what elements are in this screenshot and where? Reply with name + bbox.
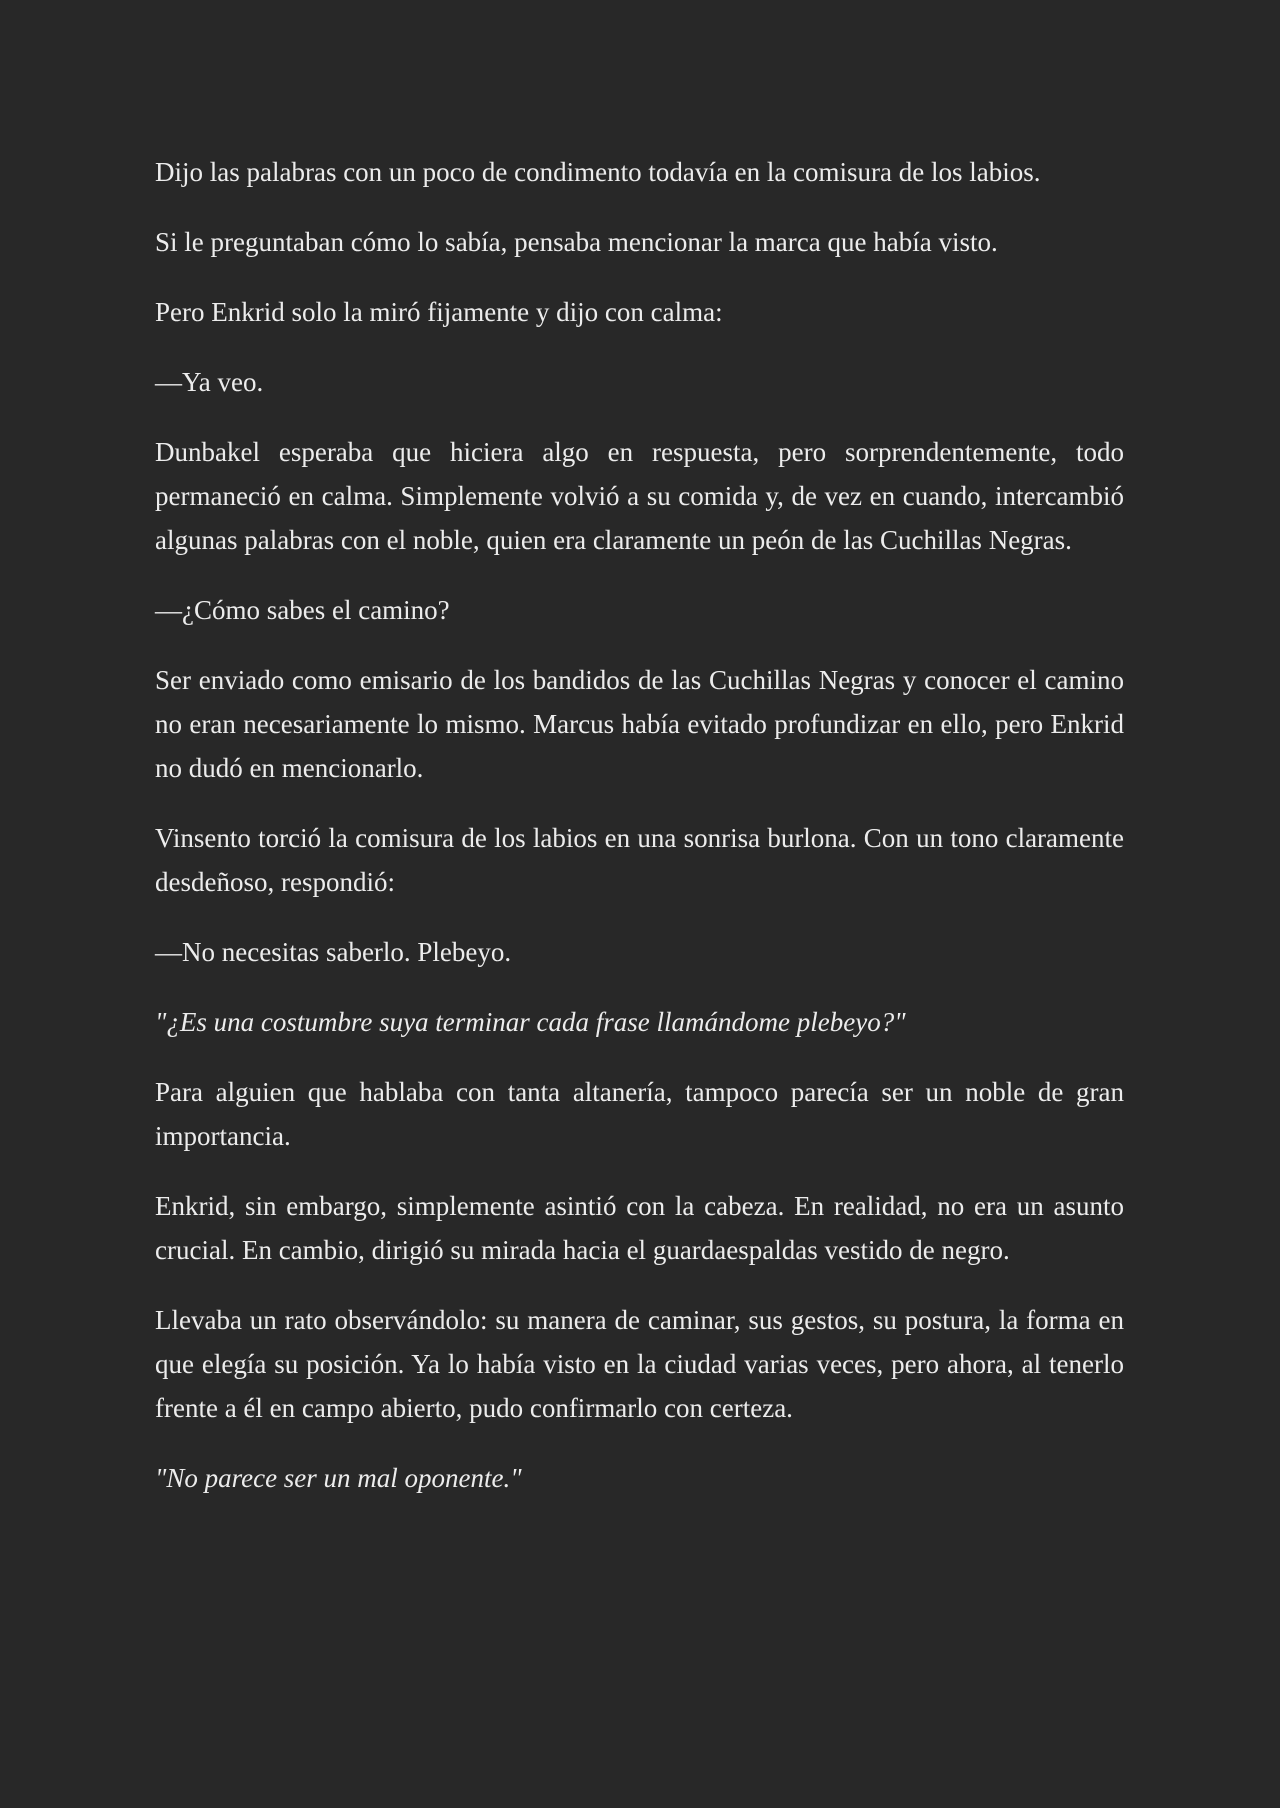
paragraph: Llevaba un rato observándolo: su manera de caminar, sus gestos, su postura, la forma en que elegía su posición. Ya lo había visto en la ciudad varias veces, pero ahora, al tenerlo frente a él en campo abierto, pudo confirmarlo con certeza. [155, 1305, 1124, 1423]
paragraph: Para alguien que hablaba con tanta altanería, tampoco parecía ser un noble de gran importancia. [155, 1077, 1124, 1151]
paragraph: Si le preguntaban cómo lo sabía, pensaba mencionar la marca que había visto. [155, 227, 998, 257]
paragraph: Dijo las palabras con un poco de condimento todavía en la comisura de los labios. [155, 157, 1041, 187]
inner-thought: "¿Es una costumbre suya terminar cada frase llamándome plebeyo?" [155, 1007, 906, 1037]
paragraph: Enkrid, sin embargo, simplemente asintió con la cabeza. En realidad, no era un asunto crucial. En cambio, dirigió su mirada hacia el guardaespaldas vestido de negro. [155, 1191, 1124, 1265]
dialogue-line: —¿Cómo sabes el camino? [155, 595, 450, 625]
inner-thought: "No parece ser un mal oponente." [155, 1463, 522, 1493]
paragraph: Pero Enkrid solo la miró fijamente y dijo con calma: [155, 297, 723, 327]
paragraph: Dunbakel esperaba que hiciera algo en respuesta, pero sorprendentemente, todo permaneció en calma. Simplemente volvió a su comida y, de vez en cuando, intercambió algunas palabras con el noble, quien era claramente un peón de las Cuchillas Negras. [155, 437, 1124, 555]
paragraph: Ser enviado como emisario de los bandidos de las Cuchillas Negras y conocer el camino no eran necesariamente lo mismo. Marcus había evitado profundizar en ello, pero Enkrid no dudó en mencionarlo. [155, 665, 1124, 783]
chapter-body [155, 150, 1124, 1500]
paragraph: Vinsento torció la comisura de los labios en una sonrisa burlona. Con un tono claramente desdeñoso, respondió: [155, 823, 1124, 897]
dialogue-line: —Ya veo. [155, 367, 264, 397]
dialogue-line: —No necesitas saberlo. Plebeyo. [155, 937, 512, 967]
